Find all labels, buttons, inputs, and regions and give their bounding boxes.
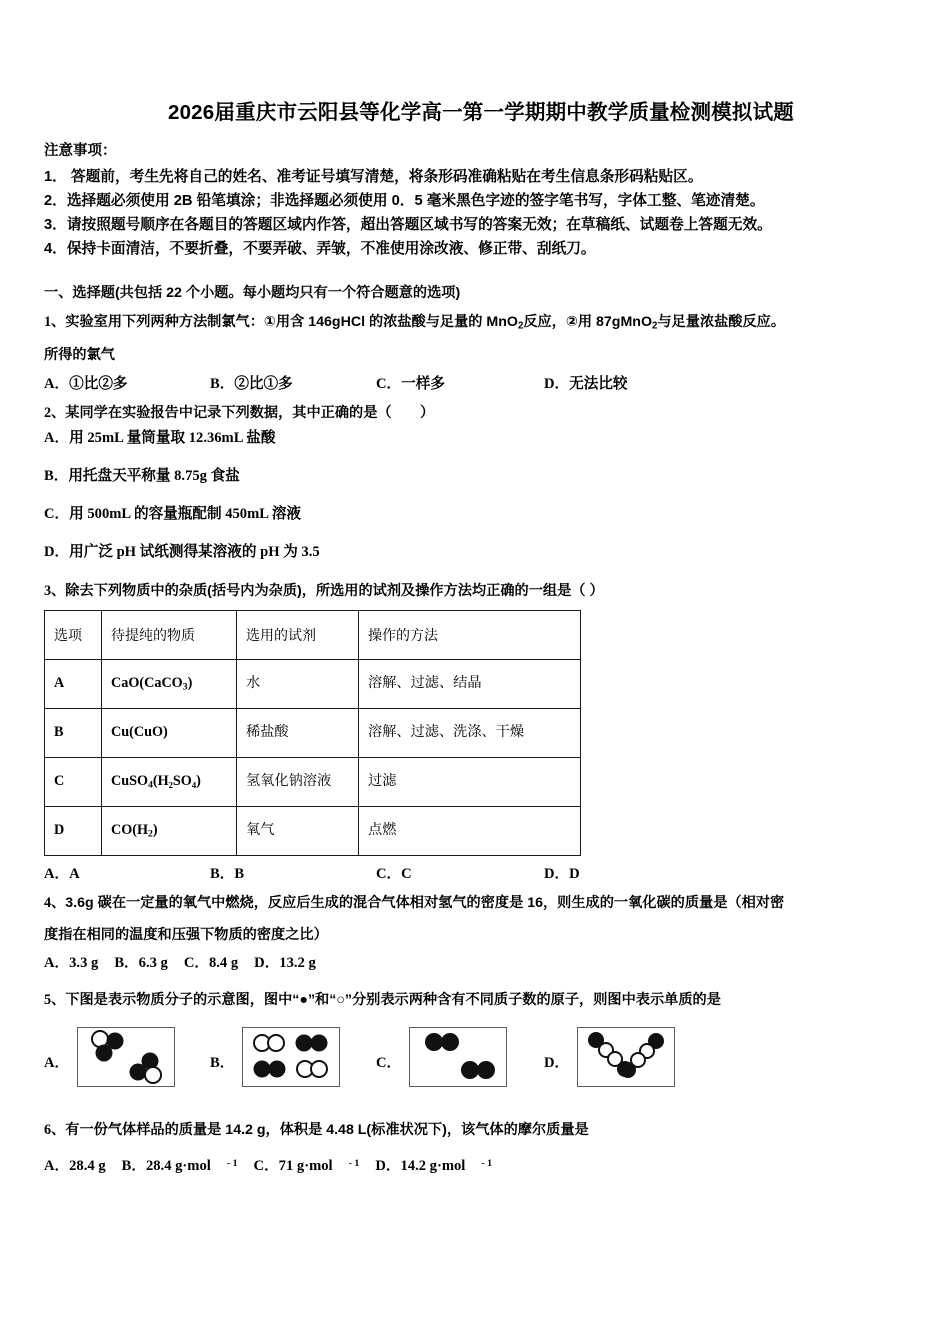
question-1-sub-2: 2 (651, 320, 658, 332)
table-row (45, 659, 581, 708)
question-5-number: 5、 (44, 992, 66, 1008)
question-6-option-d-text: D．14.2 g·mol (375, 1158, 466, 1174)
question-5-stem (44, 989, 918, 1011)
table-cell-substance-a (102, 659, 237, 708)
table-cell-reagent-d: 氧气 (237, 806, 359, 855)
question-4-option-c[interactable]: C．8.4 g (183, 954, 239, 971)
question-1-stem (44, 311, 918, 334)
table-row (45, 708, 581, 757)
substance-a-tail: ) (187, 674, 193, 691)
table-header-substance: 待提纯的物质 (102, 610, 237, 659)
question-2-stem (44, 402, 918, 424)
question-6-option-b-sup: - 1 (226, 1157, 238, 1169)
question-4-number: 4、 (44, 894, 66, 911)
question-3-number: 3、 (44, 582, 66, 599)
table-header-reagent: 选用的试剂 (237, 610, 359, 659)
table-cell-reagent-c: 氢氧化钠溶液 (237, 757, 359, 806)
question-4-stem-text-1: 3.6g 碳在一定量的氧气中燃烧，反应后生成的混合气体相对氢气的密度是 16，则生成的一氧化碳的质量是（相对密 (65, 894, 785, 911)
question-6 (44, 1119, 918, 1178)
notice-item-1: 1． 答题前，考生先将自己的姓名、准考证号填写清楚，将条形码准确粘贴在考生信息条形码粘贴区。 (44, 169, 703, 186)
question-2-option-a[interactable]: A．用 25mL 量筒量取 12.36mL 盐酸 (44, 430, 276, 447)
molecule-diagram-c (410, 1028, 506, 1086)
question-3-stem-text: 除去下列物质中的杂质(括号内为杂质)，所选用的试剂及操作方法均正确的一组是（ ） (65, 582, 604, 599)
table-cell-method-b: 溶解、过滤、洗涤、干燥 (359, 708, 581, 757)
notice-heading: 注意事项： (44, 142, 117, 159)
question-4-stem-line-2: 度指在相同的温度和压强下物质的密度之比） (44, 926, 328, 943)
table-cell-method-d: 点燃 (359, 806, 581, 855)
question-1-stem-mid: 反应，②用 87gMnO (523, 313, 652, 330)
question-3 (44, 580, 918, 888)
question-6-stem (44, 1119, 918, 1141)
section-heading-multiple-choice: 一、选择题(共包括 22 个小题。每小题均只有一个符合题意的选项) (44, 285, 461, 302)
table-cell-option-b: B (45, 708, 102, 757)
table-cell-substance-d (102, 806, 237, 855)
question-5-option-c[interactable] (376, 1023, 507, 1087)
question-6-stem-text: 有一份气体样品的质量是 14.2 g，体积是 4.48 L(标准状况下)，该气体的摩尔质量是 (65, 1122, 589, 1138)
question-4 (44, 892, 918, 975)
question-1-stem-pre: 实验室用下列两种方法制氯气：①用含 146gHCl 的浓盐酸与足量的 MnO (65, 313, 518, 330)
question-6-option-b-text: B．28.4 g·mol (121, 1158, 211, 1174)
question-5 (44, 989, 918, 1101)
question-6-option-d[interactable] (375, 1158, 492, 1174)
question-3-option-d[interactable]: D．D (544, 865, 580, 882)
notice-block (44, 142, 918, 262)
table-cell-method-c: 过滤 (359, 757, 581, 806)
question-1-continuation: 所得的氯气 (44, 347, 115, 364)
question-2-option-b[interactable]: B．用托盘天平称量 8.75g 食盐 (44, 467, 240, 484)
question-6-option-c-text: C．71 g·mol (253, 1158, 333, 1174)
question-5-option-b[interactable] (210, 1023, 340, 1087)
question-6-number: 6、 (44, 1122, 66, 1138)
substance-d-tail: ) (152, 821, 158, 838)
question-3-option-b[interactable]: B．B (210, 865, 245, 882)
question-1-sub-1: 2 (517, 320, 524, 332)
page-content (44, 100, 918, 1182)
question-6-option-b[interactable] (122, 1158, 238, 1174)
question-4-option-d[interactable]: D．13.2 g (254, 954, 316, 971)
question-4-stem-line-1 (44, 892, 918, 914)
substance-c-main: CuSO (111, 772, 149, 789)
question-3-option-a[interactable]: A．A (44, 865, 80, 882)
substance-d-sub: 2 (148, 828, 153, 840)
table-cell-option-d: D (45, 806, 102, 855)
question-1 (44, 311, 918, 398)
question-5-stem-text: 下图是表示物质分子的示意图，图中“●”和“○”分别表示两种含有不同质子数的原子，则图中表示单质的是 (65, 992, 721, 1008)
question-5-option-c-label: C． (376, 1055, 402, 1071)
molecule-diagram-b (243, 1028, 339, 1086)
question-3-stem (44, 580, 918, 602)
substance-a-main: CaO(CaCO (111, 674, 183, 691)
question-2-options (44, 428, 918, 564)
table-row (45, 806, 581, 855)
question-5-option-d[interactable] (544, 1023, 675, 1087)
question-6-options (44, 1155, 918, 1178)
question-5-option-b-label: B． (210, 1055, 235, 1071)
table-row (45, 757, 581, 806)
question-1-stem-post: 与足量浓盐酸反应。 (657, 313, 786, 330)
question-2-option-d[interactable]: D．用广泛 pH 试纸测得某溶液的 pH 为 3.5 (44, 543, 320, 560)
molecule-box-c (409, 1027, 507, 1087)
table-cell-option-c: C (45, 757, 102, 806)
question-1-options (44, 372, 918, 398)
question-1-option-d[interactable]: D．无法比较 (544, 376, 628, 393)
question-2-number: 2、 (44, 405, 66, 422)
question-2 (44, 402, 918, 564)
molecule-box-d (577, 1027, 675, 1087)
question-5-option-a-label: A． (44, 1055, 70, 1071)
table-header-row (45, 610, 581, 659)
substance-c-sub: 4 (148, 779, 153, 791)
notice-item-3: 3．请按照题号顺序在各题目的答题区域内作答，超出答题区域书写的答案无效；在草稿纸、试题卷上答题无效。 (44, 216, 772, 233)
molecule-box-a (77, 1027, 175, 1087)
table-cell-substance-c (102, 757, 237, 806)
question-4-options (44, 952, 918, 975)
table-cell-reagent-a: 水 (237, 659, 359, 708)
substance-a-sub: 3 (182, 681, 188, 693)
question-6-option-d-sup: - 1 (481, 1157, 493, 1169)
table-cell-reagent-b: 稀盐酸 (237, 708, 359, 757)
table-cell-method-a: 溶解、过滤、结晶 (359, 659, 581, 708)
molecule-diagram-a (78, 1028, 174, 1086)
molecule-box-b (242, 1027, 340, 1087)
question-6-option-c-sup: - 1 (348, 1157, 360, 1169)
notice-item-4: 4．保持卡面清洁，不要折叠，不要弄破、弄皱，不准使用涂改液、修正带、刮纸刀。 (44, 240, 596, 257)
question-1-number: 1、 (44, 313, 66, 330)
question-4-option-b[interactable]: B．6.3 g (114, 954, 168, 971)
purification-table (44, 610, 581, 856)
substance-b-main: Cu(CuO) (111, 723, 168, 740)
question-1-option-c[interactable]: C．一样多 (376, 376, 445, 393)
question-5-option-d-label: D． (544, 1055, 570, 1071)
page-title: 2026届重庆市云阳县等化学高一第一学期期中教学质量检测模拟试题 (167, 101, 794, 124)
question-3-options (44, 862, 918, 888)
question-5-diagram-options (44, 1023, 918, 1101)
question-2-stem-text: 某同学在实验报告中记录下列数据，其中正确的是（ ） (65, 405, 435, 422)
question-4-option-a[interactable]: A．3.3 g (44, 954, 99, 971)
question-6-option-a[interactable]: A．28.4 g (44, 1158, 106, 1174)
question-2-option-c[interactable]: C．用 500mL 的容量瓶配制 450mL 溶液 (44, 505, 302, 522)
question-1-option-a[interactable]: A．①比②多 (44, 376, 128, 393)
question-5-option-a[interactable] (44, 1023, 175, 1087)
notice-item-2: 2．选择题必须使用 2B 铅笔填涂；非选择题必须使用 0．5 毫米黑色字迹的签字笔书写，字体工整、笔迹清楚。 (44, 193, 765, 209)
table-cell-option-a: A (45, 659, 102, 708)
substance-c-tail: (H₂SO₄) (152, 772, 201, 789)
molecule-diagram-d (578, 1028, 674, 1086)
question-3-option-c[interactable]: C．C (376, 865, 412, 882)
table-cell-substance-b (102, 708, 237, 757)
table-header-option: 选项 (45, 610, 102, 659)
question-1-option-b[interactable]: B．②比①多 (210, 376, 293, 393)
table-header-method: 操作的方法 (359, 610, 581, 659)
substance-d-main: CO(H (111, 821, 149, 838)
question-6-option-c[interactable] (254, 1158, 360, 1174)
